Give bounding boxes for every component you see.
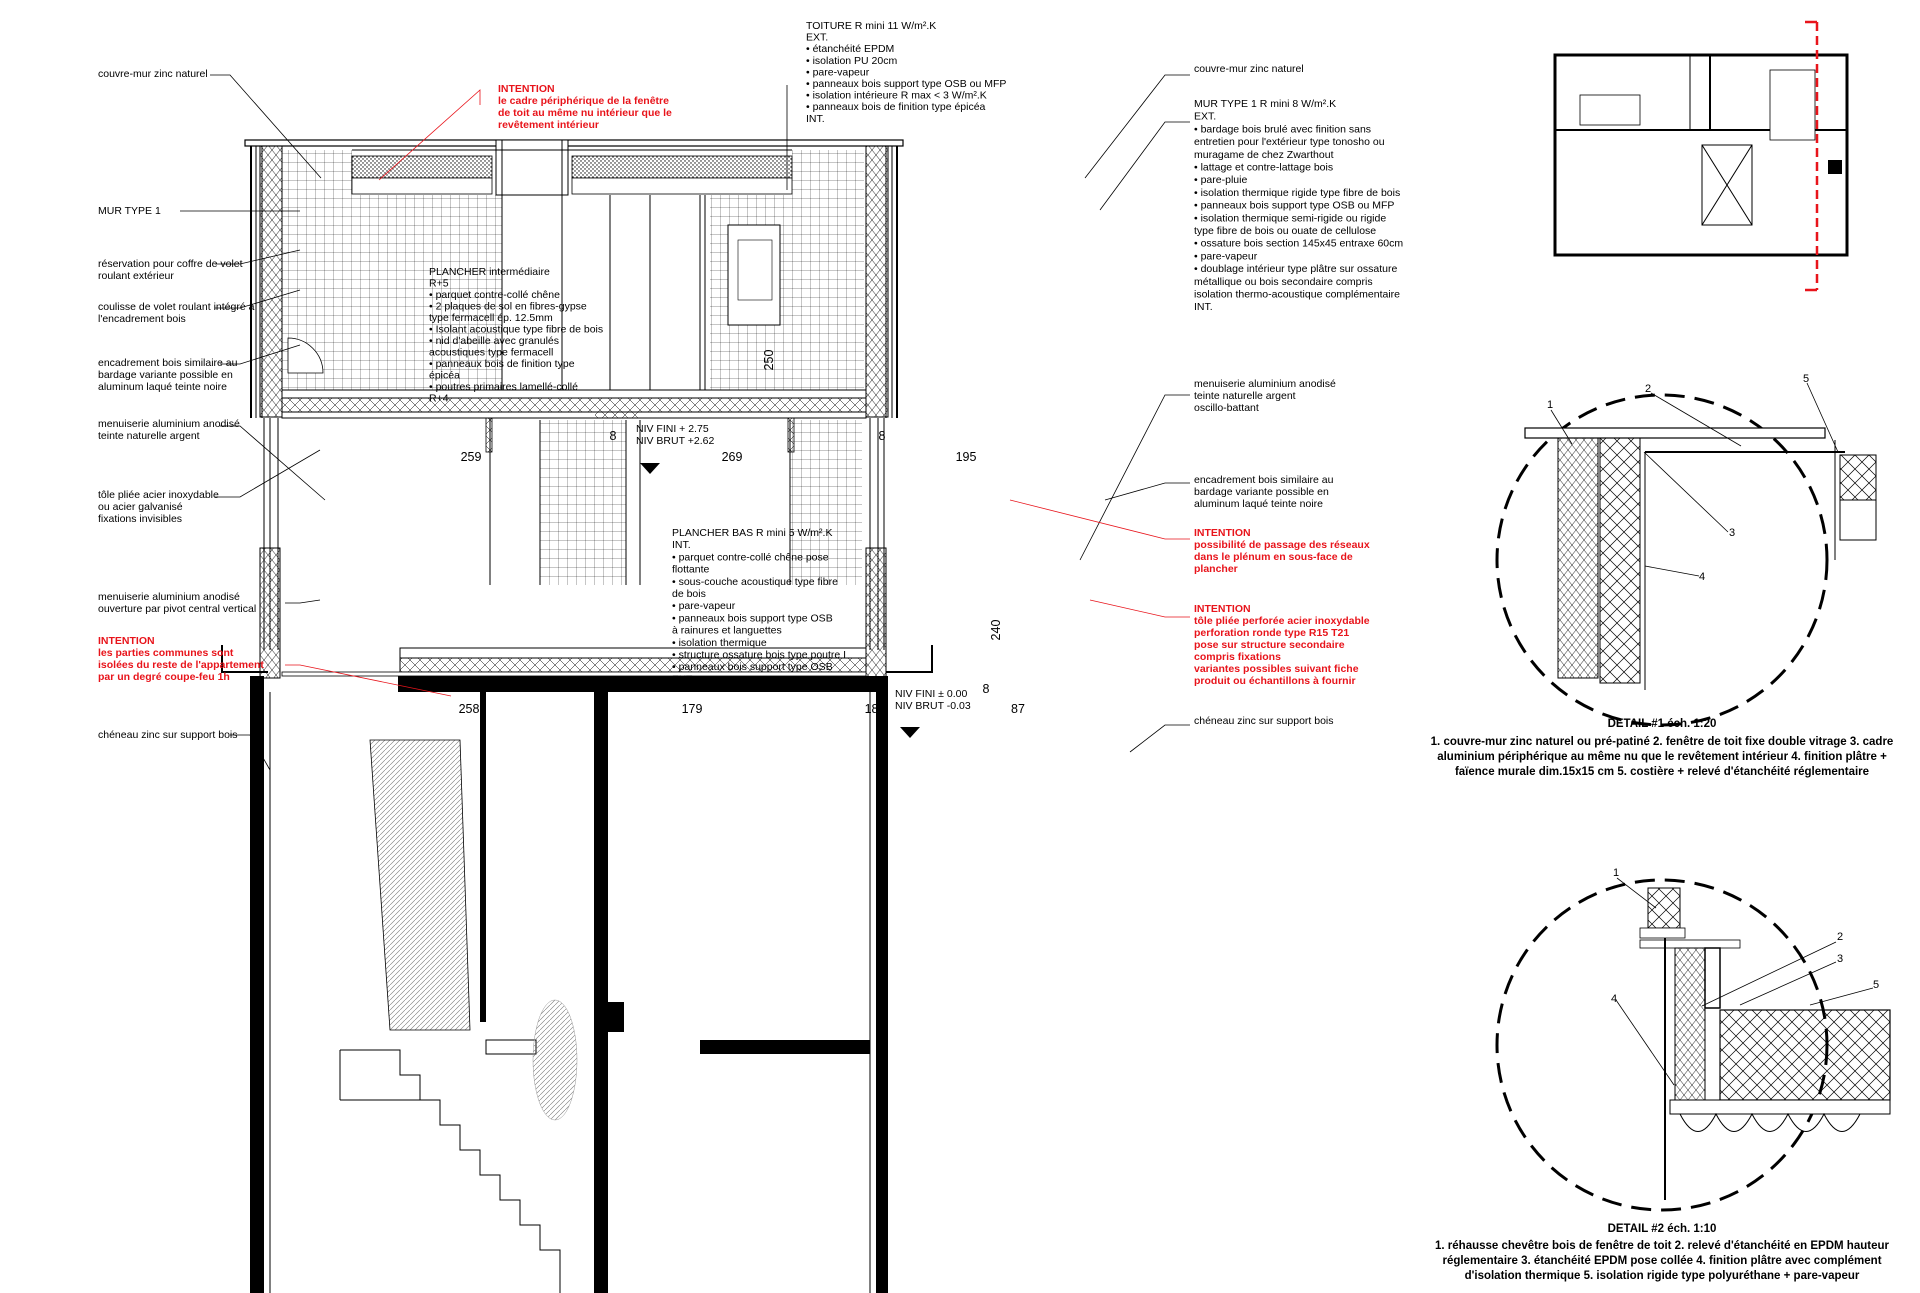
detail-2-marker-1: 1 xyxy=(1612,867,1620,879)
detail-1-marker-1: 1 xyxy=(1546,399,1554,411)
label-menuiserie-right-line: oscillo-battant xyxy=(1194,402,1259,414)
label-reservation-line: réservation pour coffre de volet xyxy=(98,258,243,270)
label-menuiserie-right-line: menuiserie aluminium anodisé xyxy=(1194,378,1336,390)
mur-type-1-spec-line: muragame de chez Zwarthout xyxy=(1194,148,1334,161)
intention-right-2-line: compris fixations xyxy=(1194,651,1281,663)
label-menuiserie-right xyxy=(1194,378,1336,414)
label-tole-left-line: ou acier galvanisé xyxy=(98,501,183,513)
label-encadrement-right-line: bardage variante possible en xyxy=(1194,486,1329,498)
intention-top-line: INTENTION xyxy=(498,83,555,95)
label-menuiserie-left-1-line: teinte naturelle argent xyxy=(98,430,200,442)
level-lower-line: NIV BRUT -0.03 xyxy=(895,700,971,712)
dim-upper-2: 269 xyxy=(721,450,743,464)
intention-left-line: par un degré coupe-feu 1h xyxy=(98,671,230,683)
mur-type-1-spec-line: • ossature bois section 145x45 entraxe 60cm xyxy=(1194,237,1404,250)
detail-2-caption-2: d'isolation thermique 5. isolation rigide type polyuréthane + pare-vapeur xyxy=(1464,1270,1860,1282)
detail-1-marker-5: 5 xyxy=(1802,373,1810,385)
label-menuiserie-left-2-line: ouverture par pivot central vertical xyxy=(98,603,257,615)
label-encadrement-left-line: aluminum laqué teinte noire xyxy=(98,381,227,393)
plancher-intermediaire-spec-line: • poutres primaires lamellé-collé xyxy=(429,381,578,393)
detail-1-caption-0: 1. couvre-mur zinc naturel ou pré-patiné 2. fenêtre de toit fixe double vitrage 3. cadre xyxy=(1430,736,1894,748)
intention-left xyxy=(98,635,264,683)
plancher-bas-spec xyxy=(672,527,846,685)
intention-right-1-line: INTENTION xyxy=(1194,527,1251,539)
intention-right-2-line: perforation ronde type R15 T21 xyxy=(1194,627,1350,639)
intention-right-2-line: variantes possibles suivant fiche xyxy=(1194,663,1359,675)
dim-upper-1: 8 xyxy=(609,429,617,443)
mur-type-1-spec-line: • pare-pluie xyxy=(1194,174,1248,187)
dim-lower-2: 179 xyxy=(681,702,703,716)
plancher-intermediaire-spec-line: • Isolant acoustique type fibre de bois xyxy=(429,323,604,336)
mur-type-1-spec xyxy=(1194,98,1403,313)
toiture-spec-line: • étanchéité EPDM xyxy=(806,43,895,56)
detail-2-marker-5: 5 xyxy=(1872,979,1880,991)
stair xyxy=(340,740,577,1293)
plancher-intermediaire-spec-line: épicéa xyxy=(429,369,460,382)
toiture-spec-line: • pare-vapeur xyxy=(806,66,870,79)
toiture-spec-line: • panneaux bois de finition type épicéa xyxy=(806,101,986,114)
detail-2-caption-0: 1. réhausse chevêtre bois de fenêtre de toit 2. relevé d'étanchéité en EPDM hauteur xyxy=(1435,1240,1889,1252)
dim-upper-4: 195 xyxy=(955,450,977,464)
mur-type-1-spec-line: métallique ou bois secondaire compris xyxy=(1194,275,1373,288)
detail-1-title: DETAIL #1 éch. 1:20 xyxy=(1607,718,1717,730)
dim-lower-0: 258 xyxy=(458,702,480,716)
level-lower xyxy=(895,688,971,712)
plancher-bas-spec-line: • isolation thermique xyxy=(672,636,767,649)
detail-2-marker-3: 3 xyxy=(1836,953,1844,965)
level-upper xyxy=(636,423,714,447)
detail-2-marker-4: 4 xyxy=(1610,993,1618,1005)
toiture-spec-line: • isolation intérieure R max < 3 W/m².K xyxy=(806,89,987,102)
level-lower-line: NIV FINI ± 0.00 xyxy=(895,688,968,700)
label-coulisse-line: l'encadrement bois xyxy=(98,313,186,325)
plancher-intermediaire-spec-line: PLANCHER intermédiaire xyxy=(429,266,550,278)
label-menuiserie-right-line: teinte naturelle argent xyxy=(1194,390,1296,402)
plancher-intermediaire-spec-line: R+4 xyxy=(429,392,449,405)
detail-1-caption-2: faïence murale dim.15x15 cm 5. costière + relevé d'étanchéité réglementaire xyxy=(1454,766,1870,778)
toiture-spec-line: TOITURE R mini 11 W/m².K xyxy=(806,20,937,32)
label-reservation xyxy=(98,258,243,282)
label-reservation-line: roulant extérieur xyxy=(98,270,174,282)
label-couvre-mur-right xyxy=(1194,63,1304,75)
label-cheneau-left-line: chéneau zinc sur support bois xyxy=(98,729,238,741)
level-upper-line: NIV FINI + 2.75 xyxy=(636,423,709,435)
mur-type-1-spec-line: • pare-vapeur xyxy=(1194,250,1258,263)
upper-right-tile-wall xyxy=(792,150,864,390)
plancher-bas-spec-line: • structure ossature bois type poutre I xyxy=(672,649,847,661)
label-encadrement-right-line: aluminum laqué teinte noire xyxy=(1194,498,1323,510)
main-section xyxy=(222,140,932,1293)
intention-right-1 xyxy=(1194,527,1370,575)
intention-right-2-line: pose sur structure secondaire xyxy=(1194,639,1345,651)
intention-top-line: le cadre périphérique de la fenêtre xyxy=(498,95,669,107)
mur-type-1-spec-line: • panneaux bois support type OSB ou MFP xyxy=(1194,199,1395,212)
mur-type-1-spec-line: • isolation thermique semi-rigide ou rigide xyxy=(1194,212,1387,225)
plancher-intermediaire-spec-line: • nid d'abeille avec granulés xyxy=(429,335,560,347)
plancher-bas-spec-line: • panneaux bois support type OSB xyxy=(672,612,833,625)
mur-type-1-spec-line: isolation thermo-acoustique complémentaire xyxy=(1194,288,1401,301)
label-menuiserie-left-1 xyxy=(98,418,240,442)
plancher-bas-spec-line: de bois xyxy=(672,588,706,600)
plancher-intermediaire-spec-line: • panneaux bois de finition type xyxy=(429,358,575,370)
label-encadrement-left-line: bardage variante possible en xyxy=(98,369,233,381)
dim-height-upper: 250 xyxy=(762,349,776,371)
dim-lower-6: 87 xyxy=(1011,702,1025,716)
mur-type-1-spec-line: entretien pour l'extérieur type tonosho ou xyxy=(1194,136,1385,149)
dim-lower-1: 11 xyxy=(610,681,624,695)
label-couvre-mur-left xyxy=(98,68,208,80)
intention-left-line: les parties communes sont xyxy=(98,647,234,659)
detail-1-caption-1: aluminium périphérique au même nu que le revêtement intérieur 4. finition plâtre + xyxy=(1437,751,1887,763)
level-upper-line: NIV BRUT +2.62 xyxy=(636,435,715,447)
detail-1-marker-3: 3 xyxy=(1728,527,1736,539)
plancher-bas-spec-line: • parquet contre-collé chêne pose xyxy=(672,551,829,564)
intention-top-line: revêtement intérieur xyxy=(498,119,599,131)
toiture-spec-line: • isolation PU 20cm xyxy=(806,54,898,67)
intention-right-2-line: INTENTION xyxy=(1194,603,1251,615)
intention-top-line: de toit au même nu intérieur que le xyxy=(498,107,672,119)
mur-type-1-spec-line: MUR TYPE 1 R mini 8 W/m².K xyxy=(1194,98,1337,110)
label-menuiserie-left-1-line: menuiserie aluminium anodisé xyxy=(98,418,240,430)
mur-type-1-spec-line: • isolation thermique rigide type fibre de bois xyxy=(1194,186,1401,199)
label-cheneau-right xyxy=(1194,715,1334,727)
mur-type-1-spec-line: • doublage intérieur type plâtre sur ossature xyxy=(1194,263,1398,276)
detail-1 xyxy=(1497,395,1876,725)
dim-lower-4: 189 xyxy=(864,702,886,716)
plancher-intermediaire-spec-line: • parquet contre-collé chêne xyxy=(429,289,560,301)
intention-right-1-line: plancher xyxy=(1194,563,1238,575)
label-couvre-mur-right-line: couvre-mur zinc naturel xyxy=(1194,63,1304,75)
plancher-intermediaire-spec-line: type fermacell ép. 12.5mm xyxy=(429,312,553,324)
label-mur-type-1 xyxy=(98,205,161,217)
label-encadrement-left xyxy=(98,357,238,393)
intention-right-1-line: possibilité de passage des réseaux xyxy=(1194,539,1370,551)
toiture-spec xyxy=(806,20,1006,125)
detail-2 xyxy=(1497,880,1890,1210)
label-tole-left xyxy=(98,489,219,525)
toiture-spec-line: • panneaux bois support type OSB ou MFP xyxy=(806,78,1007,90)
plancher-intermediaire-spec-line: • 2 plaques de sol en fibres-gypse xyxy=(429,300,587,313)
key-plan xyxy=(1555,22,1847,290)
plancher-bas-spec-line: EXT. xyxy=(672,673,695,686)
plancher-bas-spec-line: • pare-vapeur xyxy=(672,600,736,613)
dim-lower-3: 8 xyxy=(793,681,801,695)
dim-lower-5: 8 xyxy=(982,682,990,696)
label-cheneau-right-line: chéneau zinc sur support bois xyxy=(1194,715,1334,727)
intention-right-2 xyxy=(1194,603,1370,687)
detail-2-caption-1: réglementaire 3. étanchéité EPDM pose collée 4. finition plâtre avec complément xyxy=(1442,1255,1882,1267)
mur-type-1-spec-line: INT. xyxy=(1194,301,1213,314)
label-menuiserie-left-2 xyxy=(98,591,256,615)
plancher-bas-spec-line: • panneaux bois support type OSB xyxy=(672,661,833,674)
dim-upper-3: 8 xyxy=(878,429,886,443)
intention-left-line: isolées du reste de l'appartement xyxy=(98,659,264,671)
detail-2-marker-2: 2 xyxy=(1836,931,1844,943)
label-mur-type-1-line: MUR TYPE 1 xyxy=(98,205,161,217)
plancher-intermediaire-spec-line: R+5 xyxy=(429,277,449,290)
mur-type-1-spec-line: • bardage bois brulé avec finition sans xyxy=(1194,123,1372,136)
plancher-bas-spec-line: à rainures et languettes xyxy=(672,624,782,637)
intention-right-2-line: produit ou échantillons à fournir xyxy=(1194,675,1356,687)
toiture-spec-line: EXT. xyxy=(806,31,829,44)
label-couvre-mur-left-line: couvre-mur zinc naturel xyxy=(98,68,208,80)
label-encadrement-left-line: encadrement bois similaire au xyxy=(98,357,238,369)
label-cheneau-left xyxy=(98,729,238,741)
toiture-spec-line: INT. xyxy=(806,112,825,125)
label-tole-left-line: fixations invisibles xyxy=(98,513,183,525)
label-coulisse-line: coulisse de volet roulant intégré à xyxy=(98,301,255,313)
mur-type-1-spec-line: type fibre de bois ou ouate de cellulose xyxy=(1194,225,1377,237)
intention-right-2-line: tôle pliée perforée acier inoxydable xyxy=(1194,615,1370,627)
label-tole-left-line: tôle pliée acier inoxydable xyxy=(98,489,219,501)
label-encadrement-right xyxy=(1194,474,1334,510)
dim-upper-0: 259 xyxy=(460,450,482,464)
intention-left-line: INTENTION xyxy=(98,635,155,647)
dim-height-lower: 240 xyxy=(989,619,1003,641)
detail-1-marker-2: 2 xyxy=(1644,383,1652,395)
label-coulisse xyxy=(98,301,255,325)
label-encadrement-right-line: encadrement bois similaire au xyxy=(1194,474,1334,486)
plancher-bas-spec-line: flottante xyxy=(672,563,710,576)
plancher-intermediaire-spec-line: acoustiques type fermacell xyxy=(429,346,554,359)
mur-type-1-spec-line: • lattage et contre-lattage bois xyxy=(1194,161,1334,174)
intention-right-1-line: dans le plénum en sous-face de xyxy=(1194,551,1353,563)
detail-2-title: DETAIL #2 éch. 1:10 xyxy=(1607,1223,1717,1235)
label-menuiserie-left-2-line: menuiserie aluminium anodisé xyxy=(98,591,240,603)
detail-1-marker-4: 4 xyxy=(1698,571,1706,583)
mur-type-1-spec-line: EXT. xyxy=(1194,110,1217,123)
plancher-bas-spec-line: INT. xyxy=(672,539,691,552)
intention-top xyxy=(498,83,672,131)
plancher-bas-spec-line: • sous-couche acoustique type fibre xyxy=(672,575,838,588)
plancher-bas-spec-line: PLANCHER BAS R mini 5 W/m².K xyxy=(672,527,833,539)
